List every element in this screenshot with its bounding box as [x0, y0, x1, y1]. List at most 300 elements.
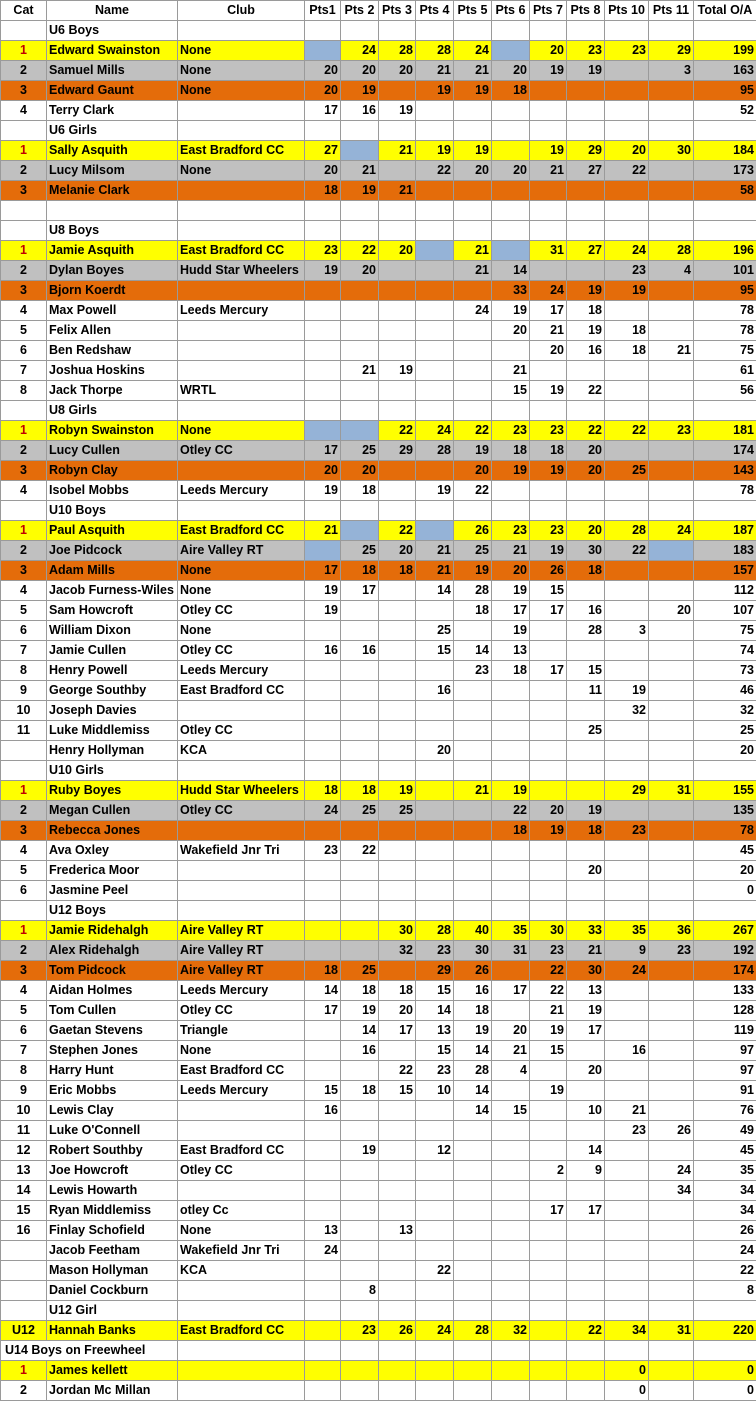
- points-cell: 19: [567, 801, 605, 821]
- points-cell: [492, 101, 530, 121]
- points-cell: [492, 1361, 530, 1381]
- points-cell: [341, 301, 379, 321]
- table-row: [1, 741, 756, 761]
- name-cell: Eric Mobbs: [47, 1081, 178, 1101]
- points-cell: 19: [530, 1081, 567, 1101]
- points-cell: [530, 881, 567, 901]
- section-empty-cell: [492, 401, 530, 421]
- points-cell: 0: [605, 1381, 649, 1401]
- points-cell: 21: [492, 541, 530, 561]
- points-cell: [649, 721, 694, 741]
- points-cell: 15: [530, 1041, 567, 1061]
- points-cell: 14: [492, 261, 530, 281]
- section-empty-cell: [305, 401, 341, 421]
- points-cell: 20: [416, 741, 454, 761]
- section-empty-cell: [416, 901, 454, 921]
- points-cell: 22: [416, 161, 454, 181]
- section-empty-cell: [379, 761, 416, 781]
- points-cell: 19: [567, 61, 605, 81]
- cat-cell: 2: [1, 441, 47, 461]
- points-cell: 19: [492, 621, 530, 641]
- points-cell: 33: [492, 281, 530, 301]
- points-cell: [605, 721, 649, 741]
- points-cell: 18: [492, 441, 530, 461]
- total-cell: 128: [694, 1001, 756, 1021]
- section-title: U14 Boys on Freewheel: [1, 1341, 178, 1361]
- table-row: [1, 641, 756, 661]
- points-cell: [416, 301, 454, 321]
- points-cell: [416, 1121, 454, 1141]
- cat-cell: 2: [1, 1381, 47, 1401]
- cat-cell: 1: [1, 1361, 47, 1381]
- section-empty-cell: [379, 1341, 416, 1361]
- section-empty-cell: [694, 21, 756, 41]
- club-cell: Hudd Star Wheelers: [178, 781, 305, 801]
- cat-cell: 1: [1, 781, 47, 801]
- table-row: [1, 1361, 756, 1381]
- table-row: [1, 101, 756, 121]
- points-cell: [530, 741, 567, 761]
- points-cell: [605, 481, 649, 501]
- points-cell: [305, 701, 341, 721]
- points-cell: 24: [530, 281, 567, 301]
- points-cell: [605, 581, 649, 601]
- name-cell: Samuel Mills: [47, 61, 178, 81]
- points-cell: 18: [605, 321, 649, 341]
- points-cell: [416, 261, 454, 281]
- points-cell: [530, 261, 567, 281]
- points-cell: [605, 561, 649, 581]
- section-empty-cell: [567, 221, 605, 241]
- section-empty-cell: [305, 201, 341, 221]
- points-cell: 25: [341, 801, 379, 821]
- total-cell: 45: [694, 841, 756, 861]
- name-cell: William Dixon: [47, 621, 178, 641]
- total-cell: 56: [694, 381, 756, 401]
- name-cell: Joshua Hoskins: [47, 361, 178, 381]
- points-cell: 21: [454, 61, 492, 81]
- points-cell: 32: [605, 701, 649, 721]
- total-cell: 32: [694, 701, 756, 721]
- points-cell: [416, 1101, 454, 1121]
- points-cell: 17: [567, 1201, 605, 1221]
- cat-cell: 5: [1, 861, 47, 881]
- points-cell: 24: [454, 301, 492, 321]
- section-empty-cell: [454, 221, 492, 241]
- points-cell: 21: [416, 561, 454, 581]
- points-cell: 15: [416, 641, 454, 661]
- club-cell: [178, 461, 305, 481]
- points-cell: 21: [341, 161, 379, 181]
- points-cell: 25: [341, 541, 379, 561]
- points-cell: 18: [305, 961, 341, 981]
- club-cell: [178, 1381, 305, 1401]
- name-cell: Lewis Clay: [47, 1101, 178, 1121]
- name-cell: Megan Cullen: [47, 801, 178, 821]
- points-cell: [416, 281, 454, 301]
- points-cell: 19: [454, 81, 492, 101]
- points-cell: 16: [567, 341, 605, 361]
- club-cell: None: [178, 1221, 305, 1241]
- club-cell: Aire Valley RT: [178, 541, 305, 561]
- points-cell: 26: [454, 961, 492, 981]
- points-cell: 30: [567, 961, 605, 981]
- points-cell: 17: [567, 1021, 605, 1041]
- header-club: Club: [178, 1, 305, 21]
- total-cell: 20: [694, 741, 756, 761]
- points-cell: [492, 1261, 530, 1281]
- section-empty-cell: [605, 901, 649, 921]
- name-cell: Stephen Jones: [47, 1041, 178, 1061]
- points-cell: [649, 361, 694, 381]
- club-cell: Otley CC: [178, 1001, 305, 1021]
- points-cell: [567, 881, 605, 901]
- points-cell: [530, 641, 567, 661]
- points-cell: 20: [530, 41, 567, 61]
- points-cell: 21: [416, 541, 454, 561]
- points-cell: 22: [605, 421, 649, 441]
- club-cell: [178, 821, 305, 841]
- points-cell: 22: [530, 981, 567, 1001]
- name-cell: Sam Howcroft: [47, 601, 178, 621]
- points-cell: 16: [341, 101, 379, 121]
- total-cell: 95: [694, 281, 756, 301]
- points-cell: [416, 1201, 454, 1221]
- points-cell: 19: [341, 1001, 379, 1021]
- points-cell: [492, 1201, 530, 1221]
- club-cell: Triangle: [178, 1021, 305, 1041]
- points-cell: [305, 41, 341, 61]
- points-cell: 19: [605, 681, 649, 701]
- points-cell: 15: [416, 981, 454, 1001]
- total-cell: 78: [694, 301, 756, 321]
- points-cell: [341, 701, 379, 721]
- section-empty-cell: [379, 401, 416, 421]
- section-empty-cell: [178, 761, 305, 781]
- section-empty-cell: [416, 201, 454, 221]
- section-empty-cell: [416, 221, 454, 241]
- total-cell: 174: [694, 441, 756, 461]
- points-cell: [605, 1241, 649, 1261]
- points-cell: [649, 821, 694, 841]
- points-cell: [605, 301, 649, 321]
- points-cell: 18: [341, 1081, 379, 1101]
- points-cell: 30: [454, 941, 492, 961]
- points-cell: [492, 1161, 530, 1181]
- points-cell: 17: [341, 581, 379, 601]
- points-cell: [605, 1141, 649, 1161]
- points-cell: 18: [379, 981, 416, 1001]
- name-cell: Ruby Boyes: [47, 781, 178, 801]
- points-cell: [530, 1381, 567, 1401]
- points-cell: [605, 381, 649, 401]
- club-cell: Aire Valley RT: [178, 941, 305, 961]
- club-cell: [178, 101, 305, 121]
- points-cell: 35: [605, 921, 649, 941]
- section-empty-cell: [530, 221, 567, 241]
- points-cell: [305, 721, 341, 741]
- cat-cell: [1, 1281, 47, 1301]
- points-cell: [341, 1061, 379, 1081]
- points-cell: 21: [492, 1041, 530, 1061]
- points-cell: [454, 1201, 492, 1221]
- points-cell: [379, 861, 416, 881]
- header-pts2: Pts 2: [341, 1, 379, 21]
- points-cell: [649, 1001, 694, 1021]
- points-cell: [567, 841, 605, 861]
- points-cell: [530, 1321, 567, 1341]
- points-cell: [530, 621, 567, 641]
- section-empty-cell: [178, 21, 305, 41]
- section-empty-cell: [305, 501, 341, 521]
- points-cell: 14: [567, 1141, 605, 1161]
- section-empty-cell: [492, 121, 530, 141]
- name-cell: Frederica Moor: [47, 861, 178, 881]
- points-cell: 20: [530, 341, 567, 361]
- section-empty-cell: [305, 1301, 341, 1321]
- club-cell: [178, 881, 305, 901]
- cat-cell: [1, 741, 47, 761]
- points-cell: 2: [530, 1161, 567, 1181]
- points-cell: 20: [454, 461, 492, 481]
- cat-cell: 2: [1, 261, 47, 281]
- points-cell: 26: [454, 521, 492, 541]
- points-cell: 21: [341, 361, 379, 381]
- points-cell: 35: [492, 921, 530, 941]
- points-cell: 28: [605, 521, 649, 541]
- points-cell: [341, 1221, 379, 1241]
- section-empty-cell: [305, 761, 341, 781]
- points-cell: [341, 421, 379, 441]
- points-cell: 17: [305, 561, 341, 581]
- name-cell: Lewis Howarth: [47, 1181, 178, 1201]
- cat-cell: 6: [1, 881, 47, 901]
- points-cell: 20: [341, 461, 379, 481]
- section-empty-cell: [379, 901, 416, 921]
- points-cell: 18: [492, 661, 530, 681]
- section-empty-cell: [492, 501, 530, 521]
- section-cat-cell: [1, 501, 47, 521]
- points-cell: 19: [530, 461, 567, 481]
- points-cell: 17: [530, 301, 567, 321]
- points-cell: 25: [341, 441, 379, 461]
- points-cell: 20: [567, 861, 605, 881]
- total-cell: 22: [694, 1261, 756, 1281]
- cat-cell: 7: [1, 361, 47, 381]
- points-cell: 18: [341, 981, 379, 1001]
- points-cell: 20: [492, 561, 530, 581]
- points-cell: [379, 381, 416, 401]
- points-cell: [649, 1381, 694, 1401]
- points-cell: 20: [341, 261, 379, 281]
- club-cell: Leeds Mercury: [178, 1081, 305, 1101]
- points-cell: [530, 1101, 567, 1121]
- points-cell: 13: [305, 1221, 341, 1241]
- table-row: [1, 481, 756, 501]
- points-cell: [454, 381, 492, 401]
- name-cell: Robyn Clay: [47, 461, 178, 481]
- points-cell: [379, 1361, 416, 1381]
- total-cell: 34: [694, 1181, 756, 1201]
- section-empty-cell: [530, 1341, 567, 1361]
- points-cell: [416, 1221, 454, 1241]
- points-cell: [567, 1361, 605, 1381]
- points-cell: 14: [454, 1041, 492, 1061]
- cat-cell: 11: [1, 721, 47, 741]
- points-cell: 17: [305, 101, 341, 121]
- points-cell: [454, 701, 492, 721]
- points-cell: [341, 1261, 379, 1281]
- points-cell: 24: [416, 1321, 454, 1341]
- points-cell: 19: [530, 1021, 567, 1041]
- points-cell: [649, 681, 694, 701]
- points-cell: 15: [492, 381, 530, 401]
- points-cell: 25: [341, 961, 379, 981]
- points-cell: 19: [416, 481, 454, 501]
- points-cell: [454, 681, 492, 701]
- points-cell: 18: [567, 301, 605, 321]
- points-cell: [416, 821, 454, 841]
- name-cell: Adam Mills: [47, 561, 178, 581]
- points-cell: 23: [567, 41, 605, 61]
- section-header-row: [1, 1341, 756, 1361]
- cat-cell: 7: [1, 1041, 47, 1061]
- points-cell: [454, 1221, 492, 1241]
- points-cell: [649, 581, 694, 601]
- section-empty-cell: [341, 21, 379, 41]
- club-cell: [178, 1281, 305, 1301]
- section-empty-cell: [567, 501, 605, 521]
- name-cell: Hannah Banks: [47, 1321, 178, 1341]
- club-cell: None: [178, 41, 305, 61]
- points-cell: 28: [567, 621, 605, 641]
- total-cell: 75: [694, 341, 756, 361]
- points-cell: [454, 741, 492, 761]
- points-cell: [492, 1001, 530, 1021]
- points-cell: [530, 181, 567, 201]
- section-empty-cell: [492, 221, 530, 241]
- table-row: [1, 1261, 756, 1281]
- points-cell: [341, 1381, 379, 1401]
- points-cell: 22: [567, 1321, 605, 1341]
- club-cell: [178, 341, 305, 361]
- points-cell: 20: [605, 141, 649, 161]
- points-cell: 16: [454, 981, 492, 1001]
- table-row: [1, 521, 756, 541]
- points-cell: 19: [454, 561, 492, 581]
- points-cell: [305, 1261, 341, 1281]
- points-cell: [492, 181, 530, 201]
- points-cell: 18: [454, 601, 492, 621]
- club-cell: East Bradford CC: [178, 141, 305, 161]
- table-row: [1, 621, 756, 641]
- points-cell: 21: [530, 161, 567, 181]
- table-row: [1, 1281, 756, 1301]
- points-cell: 14: [454, 1101, 492, 1121]
- points-cell: [416, 661, 454, 681]
- points-cell: 29: [416, 961, 454, 981]
- cat-cell: 4: [1, 981, 47, 1001]
- points-cell: [305, 1061, 341, 1081]
- table-row: [1, 1081, 756, 1101]
- section-empty-cell: [454, 401, 492, 421]
- points-cell: [379, 161, 416, 181]
- points-cell: [567, 581, 605, 601]
- section-empty-cell: [492, 201, 530, 221]
- points-cell: [649, 621, 694, 641]
- points-cell: 22: [530, 961, 567, 981]
- points-cell: 24: [416, 421, 454, 441]
- points-cell: [341, 941, 379, 961]
- name-cell: Jacob Furness-Wiles: [47, 581, 178, 601]
- points-cell: [305, 821, 341, 841]
- section-empty-cell: [649, 1341, 694, 1361]
- points-cell: [341, 921, 379, 941]
- club-cell: East Bradford CC: [178, 1141, 305, 1161]
- points-cell: 34: [605, 1321, 649, 1341]
- table-row: [1, 281, 756, 301]
- points-cell: 0: [605, 1361, 649, 1381]
- points-cell: [530, 481, 567, 501]
- cat-cell: 7: [1, 641, 47, 661]
- club-cell: [178, 181, 305, 201]
- points-cell: [416, 341, 454, 361]
- cat-cell: 6: [1, 621, 47, 641]
- points-cell: [341, 601, 379, 621]
- points-cell: 15: [567, 661, 605, 681]
- points-cell: 20: [379, 241, 416, 261]
- points-cell: [567, 1221, 605, 1241]
- table-row: [1, 1001, 756, 1021]
- points-cell: 16: [605, 1041, 649, 1061]
- section-empty-cell: [454, 1301, 492, 1321]
- points-cell: 32: [379, 941, 416, 961]
- club-cell: KCA: [178, 741, 305, 761]
- points-cell: [454, 1141, 492, 1161]
- points-cell: [305, 1281, 341, 1301]
- total-cell: 173: [694, 161, 756, 181]
- name-cell: Gaetan Stevens: [47, 1021, 178, 1041]
- cat-cell: 9: [1, 1081, 47, 1101]
- points-cell: [605, 981, 649, 1001]
- points-cell: 32: [492, 1321, 530, 1341]
- name-cell: Alex Ridehalgh: [47, 941, 178, 961]
- section-empty-cell: [416, 501, 454, 521]
- name-cell: Joe Howcroft: [47, 1161, 178, 1181]
- section-empty-cell: [379, 201, 416, 221]
- points-cell: [454, 721, 492, 741]
- points-cell: [454, 181, 492, 201]
- table-row: [1, 1061, 756, 1081]
- total-cell: 107: [694, 601, 756, 621]
- points-cell: [605, 741, 649, 761]
- points-cell: [305, 861, 341, 881]
- table-row: [1, 341, 756, 361]
- total-cell: 46: [694, 681, 756, 701]
- points-cell: [341, 381, 379, 401]
- points-cell: [567, 361, 605, 381]
- section-empty-cell: [605, 201, 649, 221]
- points-cell: 18: [341, 481, 379, 501]
- points-cell: [649, 321, 694, 341]
- section-empty-cell: [492, 1341, 530, 1361]
- points-cell: 16: [341, 1041, 379, 1061]
- points-cell: 20: [305, 81, 341, 101]
- points-cell: [605, 841, 649, 861]
- club-cell: [178, 1181, 305, 1201]
- points-cell: [305, 421, 341, 441]
- points-cell: 30: [567, 541, 605, 561]
